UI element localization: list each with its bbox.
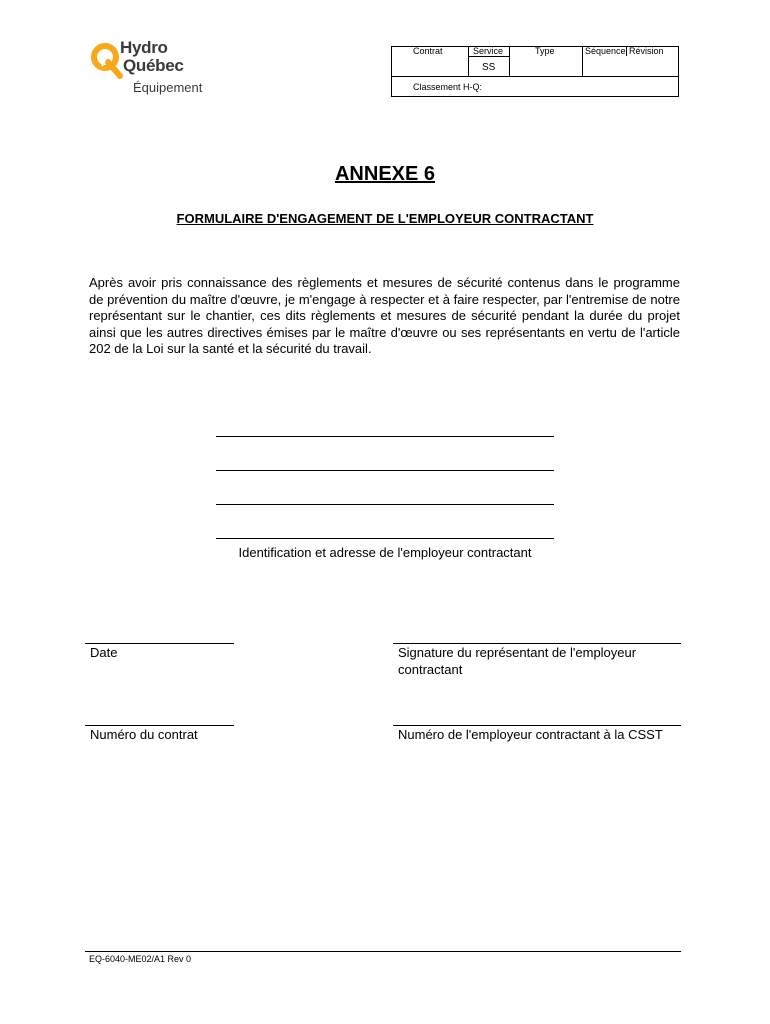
signature-field-line[interactable] xyxy=(393,643,681,644)
header-contrat-label: Contrat xyxy=(413,46,443,56)
identification-line-1[interactable] xyxy=(216,436,554,437)
logo-text-quebec: Québec xyxy=(123,56,184,75)
document-code-footer: EQ-6040-ME02/A1 Rev 0 xyxy=(89,954,192,964)
document-reference-table xyxy=(391,46,679,96)
page-title: ANNEXE 6 xyxy=(334,163,436,185)
logo-text-hydro: Hydro xyxy=(120,38,168,57)
form-subtitle: FORMULAIRE D'ENGAGEMENT DE L'EMPLOYEUR CONTRACTANT xyxy=(176,211,594,226)
contract-number-field-line[interactable] xyxy=(85,725,234,726)
csst-number-field-line[interactable] xyxy=(393,725,681,726)
header-revision-label: Révision xyxy=(629,46,664,56)
header-service-label: Service xyxy=(473,46,504,56)
hydro-quebec-logo-icon xyxy=(90,40,124,82)
csst-number-label: Numéro de l'employeur contractant à la CSST xyxy=(398,727,663,742)
date-field-line[interactable] xyxy=(85,643,234,644)
logo-text-equipement: Équipement xyxy=(133,80,203,95)
signature-label: Signature du représentant de l'employeur contractant xyxy=(398,645,637,677)
header-type-label: Type xyxy=(535,46,555,56)
footer-rule xyxy=(85,951,681,952)
header-sequence-label: Séquence xyxy=(585,46,626,56)
engagement-paragraph: Après avoir pris connaissance des règlements et mesures de sécurité contenus dans le programme de prévention du maître d'œuvre, je m'engage à respecter et à faire respecter, par l'entremise de notre représentant sur le chantier, ces dits règlements et mesures de sécurité pendant la durée du projet ainsi que les autres directives émises par le maître d'œuvre ou ses représentants en vertu de l'article 202 de la Loi sur la santé et la sécurité du travail. xyxy=(89,275,680,356)
classement-label: Classement H-Q: xyxy=(413,82,483,92)
identification-line-4[interactable] xyxy=(216,538,554,539)
identification-line-2[interactable] xyxy=(216,470,554,471)
header-service-value: SS xyxy=(482,62,496,73)
contract-number-label: Numéro du contrat xyxy=(90,727,198,742)
identification-label: Identification et adresse de l'employeur contractant xyxy=(238,545,532,560)
identification-line-3[interactable] xyxy=(216,504,554,505)
date-label: Date xyxy=(90,645,118,660)
